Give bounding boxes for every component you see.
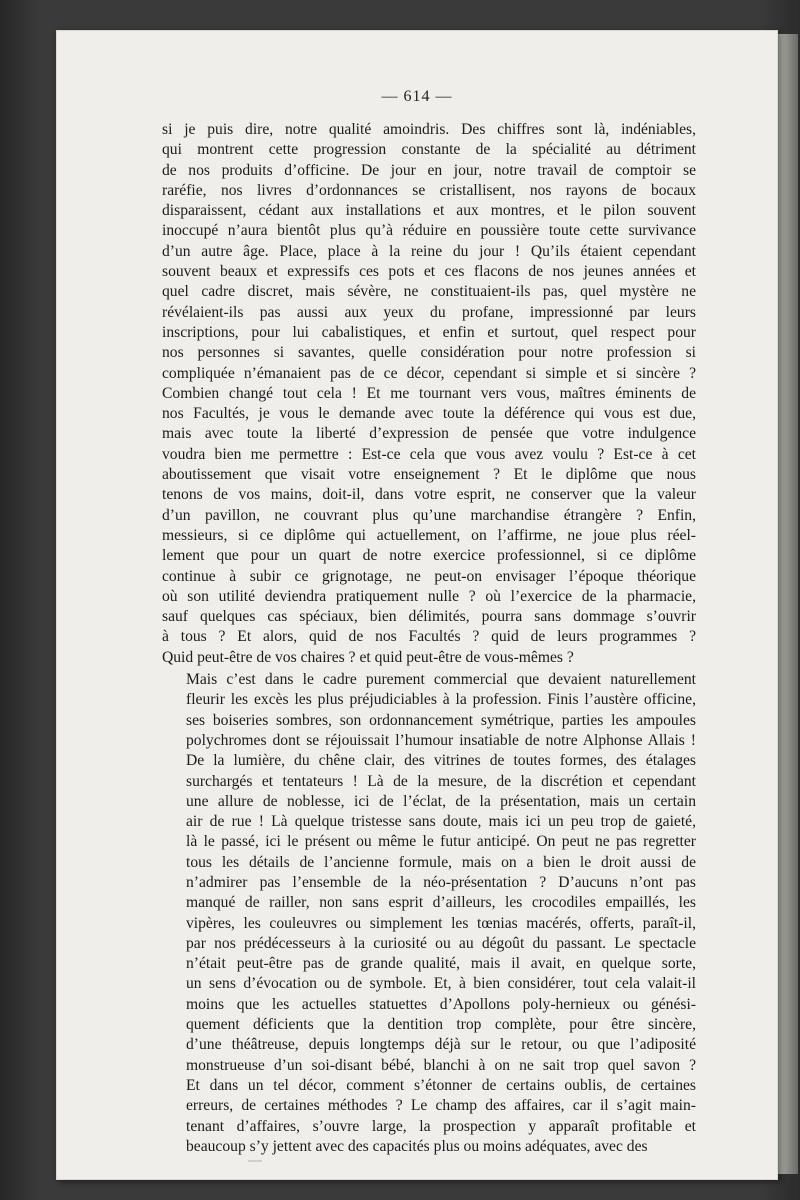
text-line: un sens d’évocation ou de symbole. Et, à bien considérer, tout cela valait-il [186,975,696,993]
text-line: qui montrent cette progression constante de la spécialité au détriment [162,141,696,159]
text-line: à tous ? Et alors, quid de nos Facultés ? quid de leurs programmes ? [162,628,696,646]
text-line: Combien changé tout cela ! Et me tournant vers vous, maîtres éminents de [162,384,696,402]
text-line: d’un autre âge. Place, place à la reine du jour ! Qu’ils étaient cependant [162,242,696,260]
text-line: continue à subir ce grignotage, ne peut-on envisager l’époque théorique [162,567,696,585]
scan-mark [248,1160,262,1162]
text-line: Et dans un tel décor, comment s’étonner de certains oublis, de certaines [186,1076,696,1094]
text-line: inscriptions, pour lui cabalistiques, et enfin et surtout, quel respect pour [162,323,696,341]
text-line: air de rue ! Là quelque tristesse sans doute, mais ici un peu trop de gaieté, [186,813,696,831]
text-line: vipères, les couleuvres ou simplement les tœnias macérés, offerts, paraît-il, [186,914,696,932]
page-number: — 614 — [381,88,453,105]
text-line: sauf quelques cas spéciaux, bien délimités, pourra sans dommage s’ouvrir [162,608,696,626]
text-line: tenons de vos mains, doit-il, dans votre esprit, ne conserver que la valeur [162,486,696,504]
text-line: tenant d’affaires, s’ouvre large, la prospection y apparaît profitable et [186,1117,696,1135]
text-line: erreurs, de certaines méthodes ? Le champ des affaires, car il s’agit main- [186,1097,696,1115]
text-line: fleurir les excès les plus préjudiciables à la profession. Finis l’austère officine, [186,691,696,709]
text-line: quel cadre discret, mais sévère, ne constituaient-ils pas, quel mystère ne [162,283,696,301]
text-line: aboutissement que visait votre enseignement ? Et le diplôme que nous [162,466,696,484]
paragraph-2 [162,670,696,1157]
text-line: mais avec toute la liberté d’expression de pensée que votre indulgence [162,425,696,443]
text-line: où son utilité deviendra pratiquement nulle ? où l’exercice de la pharmacie, [162,587,696,605]
text-line: manqué de railler, non sans esprit d’ailleurs, les crocodiles empaillés, les [186,894,696,912]
text-line: nos personnes si savantes, quelle considération pour notre profession si [162,344,696,362]
text-line: inoccupé n’aura bientôt plus qu’à réduire en poussière toute cette survivance [162,222,696,240]
text-line: de nos produits d’officine. De jour en jour, notre travail de comptoir se [162,161,696,179]
text-line: polychromes dont se réjouissait l’humour insatiable de notre Alphonse Allais ! [186,731,696,749]
text-line: par nos prédécesseurs à la curiosité ou au dégoût du passant. Le spectacle [186,934,696,952]
text-line: tous les détails de l’ancienne formule, mais on a bien le droit aussi de [186,853,696,871]
text-line: nos Facultés, je vous le demande avec toute la déférence qui vous est due, [162,405,696,423]
text-line: n’était peut-être pas de grande qualité, mais il avait, en quelque sorte, [186,955,696,973]
text-line: monstrueuse d’un soi-disant bébé, blanchi à on ne sait trop quel savon ? [186,1056,696,1074]
text-line: d’un pavillon, ne couvrant plus qu’une marchandise étrangère ? Enfin, [162,506,696,524]
text-line: Quid peut-être de vos chaires ? et quid peut-être de vous-mêmes ? [162,648,574,666]
text-line: là le passé, ici le présent ou même le futur anticipé. On peut ne pas regretter [186,833,696,851]
body-text [162,120,696,1157]
text-line: surchargés et tentateurs ! Là de la mesure, de la discrétion et cependant [186,772,696,790]
text-line: souvent beaux et expressifs ces pots et ces flacons de nos jeunes années et [162,263,696,281]
text-line: compliquée n’émanaient pas de ce décor, cependant si simple et si sincère ? [162,364,696,382]
book-page [56,30,778,1180]
text-line: voudra bien me permettre : Est-ce cela que vous avez voulu ? Est-ce à cet [162,445,696,463]
text-line: messieurs, si ce diplôme qui actuellement, on l’affirme, ne joue plus réel- [162,526,696,544]
text-line: une allure de noblesse, ici de l’éclat, de la présentation, mais un certain [186,792,696,810]
text-line: beaucoup s’y jettent avec des capacités plus ou moins adéquates, avec des [186,1137,648,1155]
text-line: ses boiseries sombres, son ordonnancement symétrique, parties les ampoules [186,711,696,729]
text-line: moins que les actuelles statuettes d’Apollons poly-hernieux ou génési- [186,995,696,1013]
paragraph-1 [162,120,696,668]
text-line: raréfie, nos livres d’ordonnances se cristallisent, nos rayons de bocaux [162,181,696,199]
text-line: d’une théâtreuse, depuis longtemps déjà sur le retour, ou que l’adiposité [186,1036,696,1054]
text-line: De la lumière, du chêne clair, des vitrines de toutes formes, des étalages [186,752,696,770]
text-line: n’admirer pas l’ensemble de la néo-présentation ? D’aucuns n’ont pas [186,873,696,891]
text-line: lement que pour un quart de notre exercice professionnel, si ce diplôme [162,547,696,565]
text-line: Mais c’est dans le cadre purement commercial que devaient naturellement [186,671,696,689]
text-line: disparaissent, cédant aux installations et aux montres, et le pilon souvent [162,202,696,220]
text-line: révélaient-ils pas aussi aux yeux du profane, impressionné par leurs [162,303,696,321]
text-line: quement déficients que la dentition trop complète, pour être sincère, [186,1016,696,1034]
text-line: si je puis dire, notre qualité amoindris. Des chiffres sont là, indéniables, [162,121,696,138]
